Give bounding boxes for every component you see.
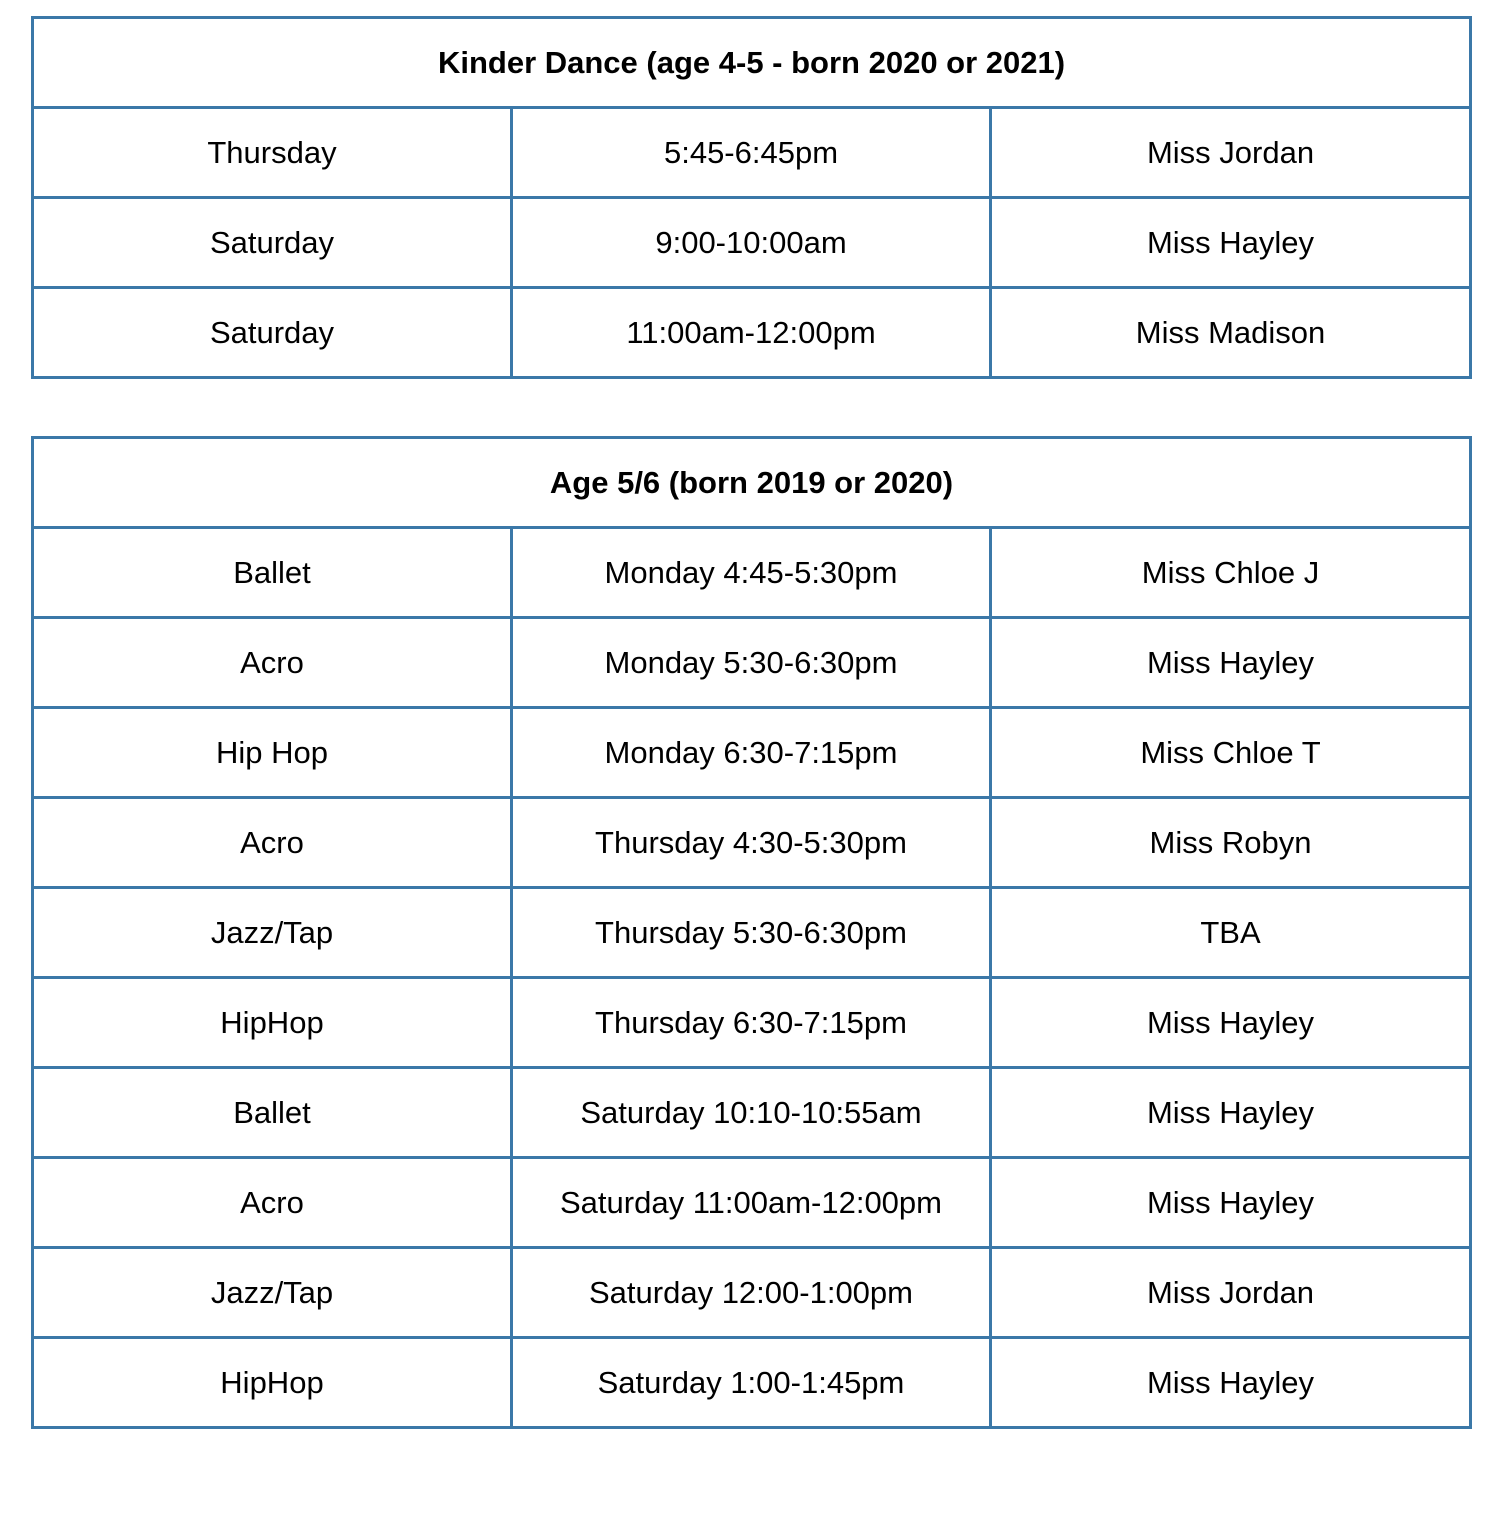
- class-cell: HipHop: [33, 978, 512, 1068]
- time-cell: Thursday 5:30-6:30pm: [512, 888, 991, 978]
- time-cell: 9:00-10:00am: [512, 198, 991, 288]
- table-title: Kinder Dance (age 4-5 - born 2020 or 2021): [33, 18, 1471, 108]
- table-row: [33, 198, 1471, 288]
- time-cell: Saturday 12:00-1:00pm: [512, 1248, 991, 1338]
- table-row: [33, 708, 1471, 798]
- age-5-6-table: [31, 436, 1472, 1429]
- table-row: [33, 1158, 1471, 1248]
- teacher-cell: Miss Hayley: [991, 1338, 1471, 1428]
- teacher-cell: Miss Chloe T: [991, 708, 1471, 798]
- time-cell: Monday 5:30-6:30pm: [512, 618, 991, 708]
- time-cell: Saturday 11:00am-12:00pm: [512, 1158, 991, 1248]
- table-row: [33, 1248, 1471, 1338]
- teacher-cell: TBA: [991, 888, 1471, 978]
- class-cell: Acro: [33, 798, 512, 888]
- teacher-cell: Miss Hayley: [991, 1158, 1471, 1248]
- teacher-cell: Miss Robyn: [991, 798, 1471, 888]
- table-row: [33, 528, 1471, 618]
- teacher-cell: Miss Hayley: [991, 978, 1471, 1068]
- teacher-cell: Miss Jordan: [991, 108, 1471, 198]
- time-cell: 5:45-6:45pm: [512, 108, 991, 198]
- table-row: [33, 618, 1471, 708]
- time-cell: Monday 4:45-5:30pm: [512, 528, 991, 618]
- time-cell: Saturday 1:00-1:45pm: [512, 1338, 991, 1428]
- teacher-cell: Miss Hayley: [991, 198, 1471, 288]
- teacher-cell: Miss Chloe J: [991, 528, 1471, 618]
- teacher-cell: Miss Madison: [991, 288, 1471, 378]
- time-cell: Thursday 6:30-7:15pm: [512, 978, 991, 1068]
- table-title: Age 5/6 (born 2019 or 2020): [33, 438, 1471, 528]
- table-row: [33, 108, 1471, 198]
- time-cell: Monday 6:30-7:15pm: [512, 708, 991, 798]
- class-cell: Jazz/Tap: [33, 1248, 512, 1338]
- class-cell: Ballet: [33, 1068, 512, 1158]
- table-header-row: [33, 438, 1471, 528]
- table-header-row: [33, 18, 1471, 108]
- class-cell: Acro: [33, 618, 512, 708]
- class-cell: Hip Hop: [33, 708, 512, 798]
- table-row: [33, 1068, 1471, 1158]
- table-row: [33, 1338, 1471, 1428]
- class-cell: Ballet: [33, 528, 512, 618]
- table-row: [33, 978, 1471, 1068]
- kinder-dance-table: [31, 16, 1472, 379]
- table-row: [33, 888, 1471, 978]
- time-cell: Saturday 10:10-10:55am: [512, 1068, 991, 1158]
- teacher-cell: Miss Hayley: [991, 1068, 1471, 1158]
- time-cell: Thursday 4:30-5:30pm: [512, 798, 991, 888]
- day-cell: Saturday: [33, 198, 512, 288]
- time-cell: 11:00am-12:00pm: [512, 288, 991, 378]
- class-cell: Acro: [33, 1158, 512, 1248]
- day-cell: Thursday: [33, 108, 512, 198]
- day-cell: Saturday: [33, 288, 512, 378]
- table-row: [33, 798, 1471, 888]
- class-cell: Jazz/Tap: [33, 888, 512, 978]
- teacher-cell: Miss Jordan: [991, 1248, 1471, 1338]
- teacher-cell: Miss Hayley: [991, 618, 1471, 708]
- class-cell: HipHop: [33, 1338, 512, 1428]
- table-row: [33, 288, 1471, 378]
